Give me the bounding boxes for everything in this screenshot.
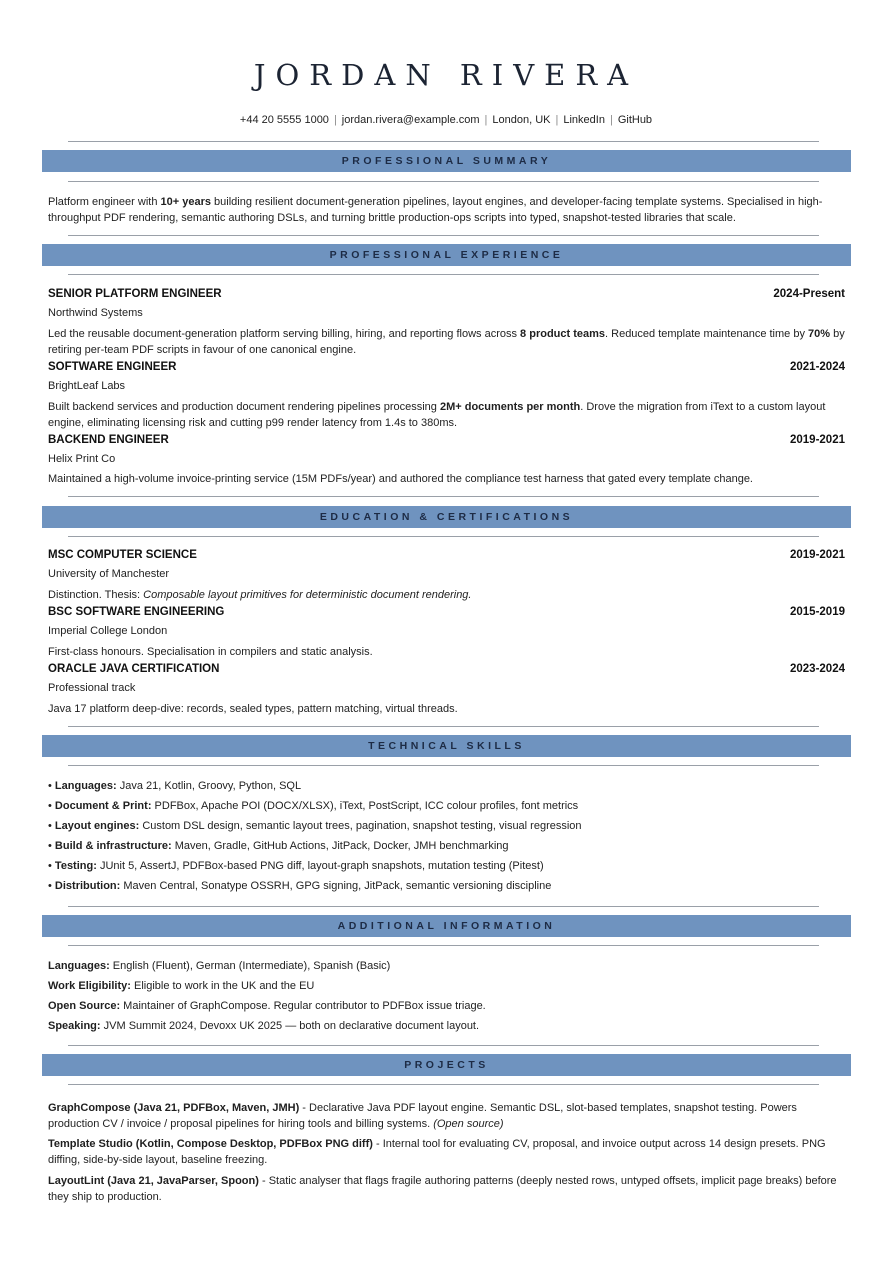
project-item: LayoutLint (Java 21, JavaParser, Spoon) - Static analyser that flags fragile authoring patterns (deeply nested rows, untyped offsets, implicit page breaks) before they ship to production. [48,1175,837,1203]
section-heading-skills: TECHNICAL SKILLS [42,735,851,757]
phone: +44 20 5555 1000 [239,114,329,126]
degree-title: ORACLE JAVA CERTIFICATION [48,663,220,675]
separator: | [609,114,613,126]
skill-item: • Document & Print: PDFBox, Apache POI (DOCX/XLSX), iText, PostScript, ICC colour profiles, font metrics [48,800,579,812]
divider [68,536,819,537]
section-heading-education: EDUCATION & CERTIFICATIONS [42,506,851,528]
contact-line [0,114,892,126]
degree-dates: 2023-2024 [790,663,845,675]
divider [68,1084,819,1085]
location: London, UK [492,114,551,126]
institution: Professional track [48,682,136,694]
skill-item: • Distribution: Maven Central, Sonatype OSSRH, GPG signing, JitPack, semantic versioning discipline [48,880,552,892]
job-title: BACKEND ENGINEER [48,434,169,446]
divider [68,141,819,142]
divider [68,906,819,907]
job-dates: 2024-Present [773,288,845,300]
section-heading-projects: PROJECTS [42,1054,851,1076]
divider [68,235,819,236]
job-company: BrightLeaf Labs [48,380,126,392]
divider [68,945,819,946]
skill-item: • Languages: Java 21, Kotlin, Groovy, Python, SQL [48,780,302,792]
project-item: GraphCompose (Java 21, PDFBox, Maven, JMH) - Declarative Java PDF layout engine. Semantic DSL, slot-based templates, snapshot testing. Powers production CV / invoice / proposal pipelines for hiring tools and billing systems. (Open source) [48,1102,797,1130]
divider [68,496,819,497]
institution: Imperial College London [48,625,168,637]
degree-title: BSC SOFTWARE ENGINEERING [48,606,225,618]
github-link[interactable]: GitHub [617,114,653,126]
section-heading-summary: PROFESSIONAL SUMMARY [42,150,851,172]
divider [68,765,819,766]
divider [68,1045,819,1046]
info-item: Work Eligibility: Eligible to work in the UK and the EU [48,980,315,992]
job-dates: 2019-2021 [790,434,845,446]
job-title: SOFTWARE ENGINEER [48,361,177,373]
divider [68,274,819,275]
summary-text: Platform engineer with 10+ years building resilient document-generation pipelines, layout engines, and developer-facing template systems. Specialised in high-throughput PDF rendering, semantic authoring DSLs, and turning brittle production-ops scripts into typed, snapshot-tested libraries that scale. [48,196,823,224]
job-description: Led the reusable document-generation platform serving billing, hiring, and reporting flows across 8 product teams. Reduced template maintenance time by 70% by retiring per-team PDF scripts in favour of one canonical engine. [48,328,845,356]
info-item: Open Source: Maintainer of GraphCompose. Regular contributor to PDFBox issue triage. [48,1000,486,1012]
degree-dates: 2015-2019 [790,606,845,618]
linkedin-link[interactable]: LinkedIn [563,114,605,126]
job-description: Maintained a high-volume invoice-printing service (15M PDFs/year) and authored the compliance test harness that gated every template change. [48,473,753,485]
divider [68,726,819,727]
section-heading-additional: ADDITIONAL INFORMATION [42,915,851,937]
institution: University of Manchester [48,568,170,580]
degree-description: Java 17 platform deep-dive: records, sealed types, pattern matching, virtual threads. [48,703,458,715]
job-title: SENIOR PLATFORM ENGINEER [48,288,222,300]
degree-description: Distinction. Thesis: Composable layout primitives for deterministic document rendering. [48,589,472,601]
job-company: Northwind Systems [48,307,143,319]
separator: | [333,114,337,126]
degree-title: MSC COMPUTER SCIENCE [48,549,197,561]
skill-item: • Layout engines: Custom DSL design, semantic layout trees, pagination, snapshot testing, visual regression [48,820,582,832]
info-item: Languages: English (Fluent), German (Intermediate), Spanish (Basic) [48,960,391,972]
candidate-name: JORDAN RIVERA [253,58,639,92]
email-link[interactable]: jordan.rivera@example.com [341,114,480,126]
info-item: Speaking: JVM Summit 2024, Devoxx UK 2025 — both on declarative document layout. [48,1020,480,1032]
job-company: Helix Print Co [48,453,116,465]
degree-description: First-class honours. Specialisation in compilers and static analysis. [48,646,373,658]
skill-item: • Build & infrastructure: Maven, Gradle, GitHub Actions, JitPack, Docker, JMH benchmarking [48,840,509,852]
divider [68,181,819,182]
job-description: Built backend services and production document rendering pipelines processing 2M+ documents per month. Drove the migration from iText to a custom layout engine, eliminating licensing risk and cutting p99 render latency from 1.4s to 380ms. [48,401,826,429]
section-heading-experience: PROFESSIONAL EXPERIENCE [42,244,851,266]
skill-item: • Testing: JUnit 5, AssertJ, PDFBox-based PNG diff, layout-graph snapshots, mutation testing (Pitest) [48,860,544,872]
separator: | [555,114,559,126]
separator: | [484,114,488,126]
project-item: Template Studio (Kotlin, Compose Desktop, PDFBox PNG diff) - Internal tool for evaluating CV, proposal, and invoice output across 14 design presets. PNG diffing, side-by-side layout, baseline freezing. [48,1138,826,1166]
degree-dates: 2019-2021 [790,549,845,561]
job-dates: 2021-2024 [790,361,845,373]
